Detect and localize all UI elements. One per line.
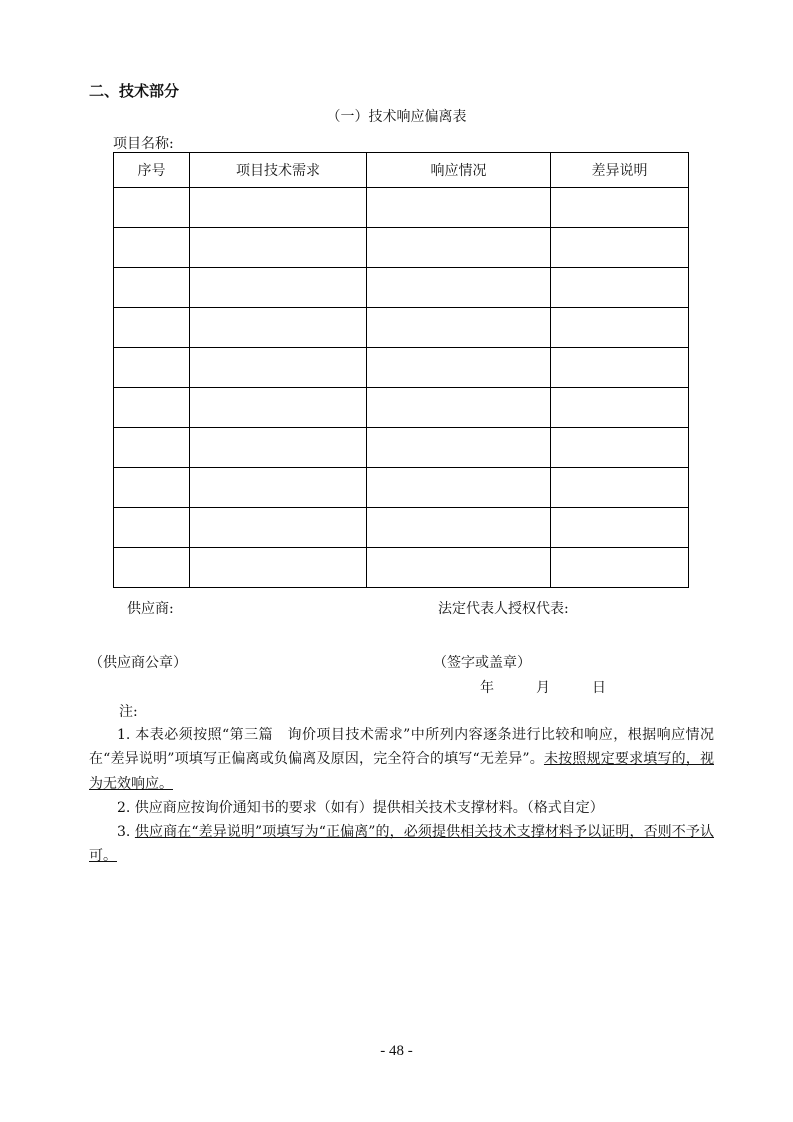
table-cell — [551, 548, 689, 588]
header-difference: 差异说明 — [551, 153, 689, 188]
section-heading: 二、技术部分 — [89, 82, 180, 100]
table-row — [114, 508, 689, 548]
project-name-label: 项目名称: — [113, 136, 174, 152]
date-year: 年 — [480, 680, 494, 696]
table-cell — [114, 388, 190, 428]
table-cell — [190, 228, 367, 268]
note-2: 2. 供应商应按询价通知书的要求（如有）提供相关技术支撑材料。（格式自定） — [117, 799, 604, 816]
notes-body — [89, 723, 714, 869]
deviation-table — [113, 152, 689, 588]
table-cell — [190, 348, 367, 388]
table-header-row — [114, 153, 689, 188]
table-cell — [551, 228, 689, 268]
table-cell — [114, 308, 190, 348]
date-day: 日 — [592, 680, 606, 696]
sign-or-seal-label: （签字或盖章） — [433, 655, 531, 671]
table-cell — [190, 188, 367, 228]
header-response: 响应情况 — [367, 153, 551, 188]
table-row — [114, 188, 689, 228]
table-cell — [367, 548, 551, 588]
table-cell — [190, 388, 367, 428]
table-cell — [367, 508, 551, 548]
table-row — [114, 428, 689, 468]
table-cell — [190, 508, 367, 548]
table-cell — [114, 268, 190, 308]
note-1-underlined: 未按照规定要求填写的，视为无效响应。 — [89, 751, 714, 792]
table-cell — [190, 468, 367, 508]
notes-label: 注: — [119, 704, 138, 720]
header-index: 序号 — [114, 153, 190, 188]
note-3-underlined: 供应商在“差异说明”项填写为“正偏离”的，必须提供相关技术支撑材料予以证明，否则不予认可。 — [89, 824, 714, 865]
table-row — [114, 468, 689, 508]
table-cell — [551, 308, 689, 348]
table-cell — [367, 388, 551, 428]
supplier-seal-label: （供应商公章） — [89, 655, 187, 671]
table-cell — [190, 548, 367, 588]
note-3 — [89, 820, 714, 869]
legal-rep-label: 法定代表人授权代表: — [438, 601, 569, 617]
table-row — [114, 348, 689, 388]
page-number: - 48 - — [380, 1043, 413, 1059]
table-cell — [190, 308, 367, 348]
supplier-label: 供应商: — [127, 601, 174, 617]
table-cell — [114, 508, 190, 548]
table-cell — [114, 428, 190, 468]
note-3-prefix: 3. — [117, 824, 135, 841]
table-row — [114, 548, 689, 588]
table-cell — [367, 468, 551, 508]
table-cell — [367, 428, 551, 468]
table-cell — [551, 468, 689, 508]
note-1-text: 1. 本表必须按照“第三篇 询价项目技术需求”中所列内容逐条进行比较和响应，根据响应情况在“差异说明”项填写正偏离或负偏离及原因，完全符合的填写“无差异”。 — [89, 727, 714, 768]
date-month: 月 — [536, 680, 550, 696]
table-cell — [114, 468, 190, 508]
table-cell — [367, 348, 551, 388]
table-cell — [551, 348, 689, 388]
table-cell — [114, 348, 190, 388]
header-tech-requirement: 项目技术需求 — [190, 153, 367, 188]
table-cell — [367, 228, 551, 268]
table-cell — [114, 188, 190, 228]
table-cell — [551, 268, 689, 308]
table-cell — [551, 508, 689, 548]
table-cell — [367, 308, 551, 348]
table-row — [114, 388, 689, 428]
table-cell — [367, 268, 551, 308]
table-row — [114, 268, 689, 308]
table-cell — [190, 428, 367, 468]
table-body — [114, 188, 689, 588]
note-1 — [89, 723, 714, 796]
table-cell — [190, 268, 367, 308]
table-cell — [114, 548, 190, 588]
table-row — [114, 228, 689, 268]
table-cell — [367, 188, 551, 228]
table-cell — [551, 188, 689, 228]
table-title: （一）技术响应偏离表 — [326, 109, 467, 125]
table-cell — [114, 228, 190, 268]
table-cell — [551, 388, 689, 428]
table-cell — [551, 428, 689, 468]
table-row — [114, 308, 689, 348]
